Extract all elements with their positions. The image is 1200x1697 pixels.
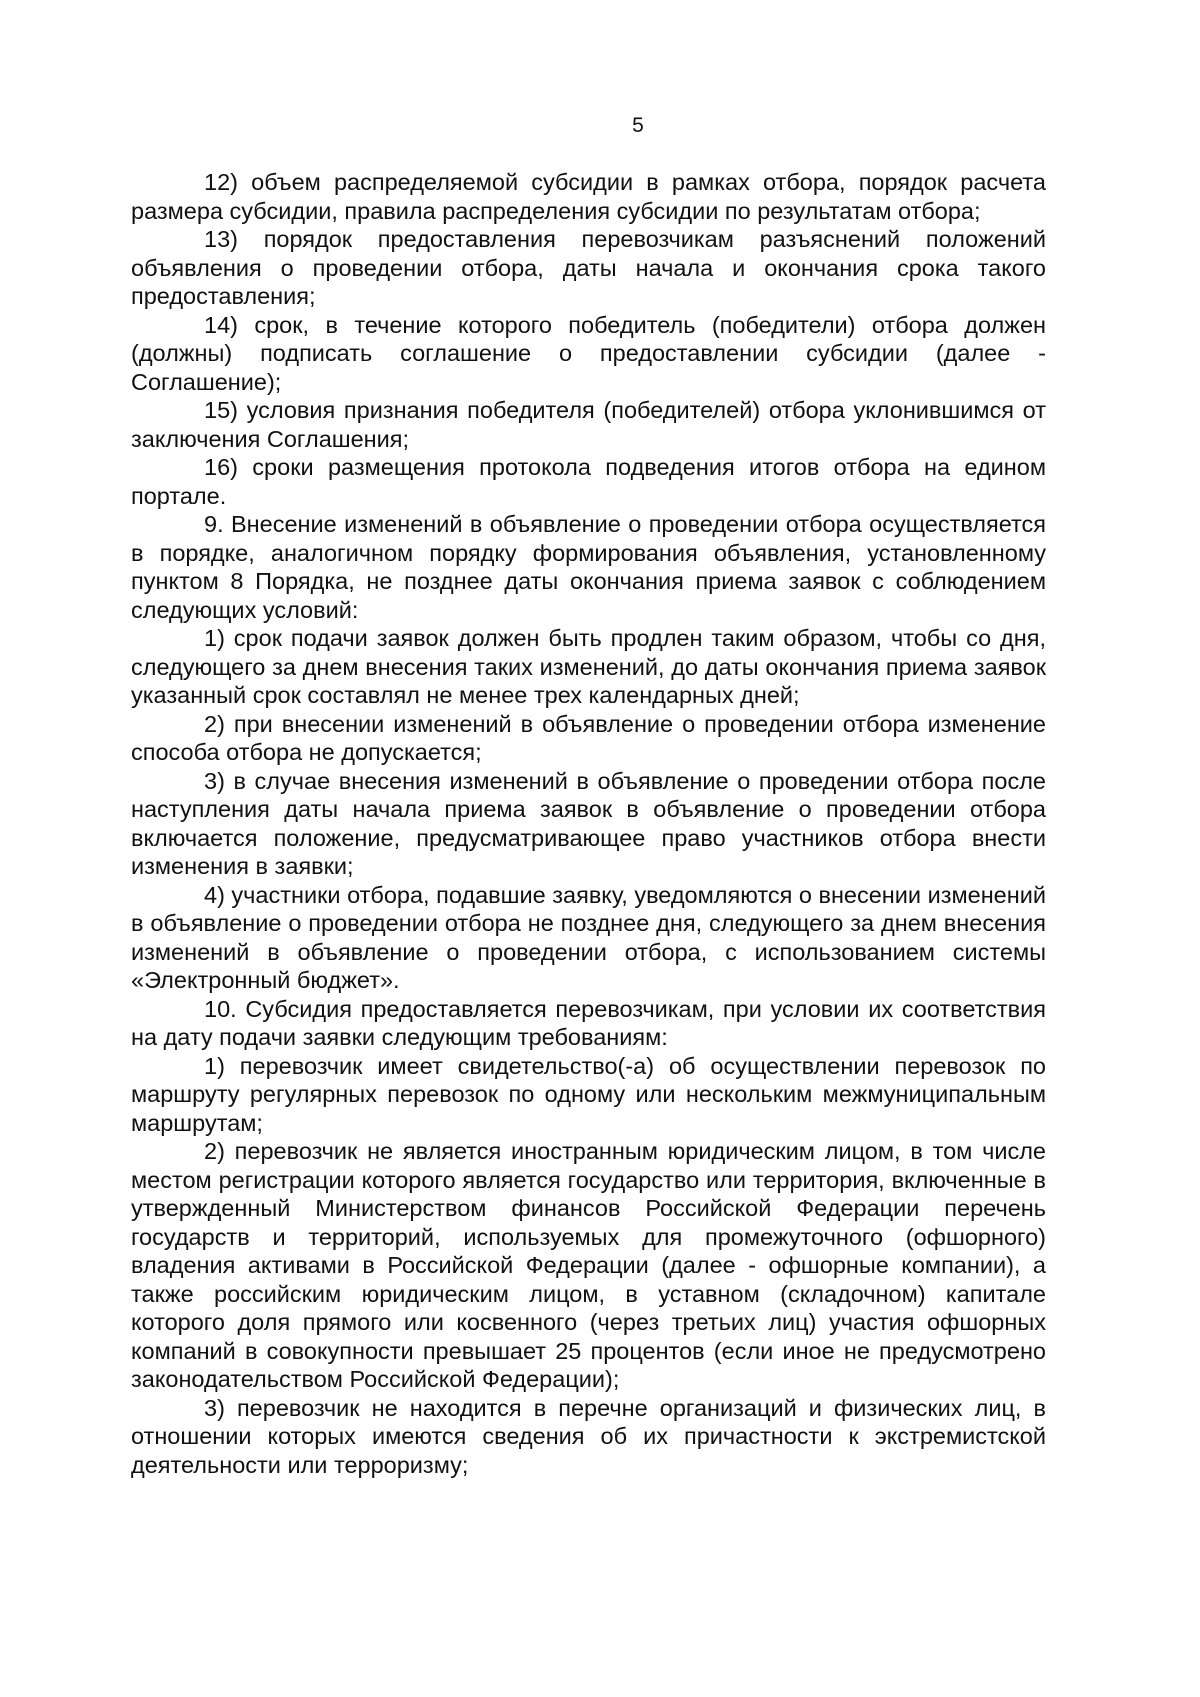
document-body (131, 168, 1046, 1479)
paragraph: 15) условия признания победителя (победителей) отбора уклонившимся от заключения Соглашения; (131, 397, 1046, 452)
paragraph: 14) срок, в течение которого победитель (победители) отбора должен (должны) подписать соглашение о предоставлении субсидии (далее - Соглашение); (131, 311, 1046, 395)
paragraph: 3) перевозчик не находится в перечне организаций и физических лиц, в отношении которых имеются сведения об их причастности к экстремистской деятельности или терроризму; (131, 1394, 1046, 1478)
paragraph: 13) порядок предоставления перевозчикам разъяснений положений объявления о проведении отбора, даты начала и окончания срока такого предоставления; (131, 226, 1046, 309)
paragraph: 16) сроки размещения протокола подведения итогов отбора на едином портале. (131, 454, 1046, 509)
paragraph: 10. Субсидия предоставляется перевозчикам, при условии их соответствия на дату подачи заявки следующим требованиям: (131, 995, 1046, 1050)
paragraph: 1) перевозчик имеет свидетельство(-а) об осуществлении перевозок по маршруту регулярных перевозок по одному или нескольким межмуниципальным маршрутам; (131, 1052, 1046, 1136)
page-number: 5 (632, 114, 644, 137)
paragraph: 4) участники отбора, подавшие заявку, уведомляются о внесении изменений в объявление о проведении отбора не позднее дня, следующего за днем внесения изменений в объявление о проведении отбора, с использованием системы «Электронный бюджет». (131, 881, 1046, 993)
paragraph: 9. Внесение изменений в объявление о проведении отбора осуществляется в порядке, аналогичном порядку формирования объявления, установленному пунктом 8 Порядка, не позднее даты окончания приема заявок с соблюдением следующих условий: (131, 511, 1046, 623)
paragraph: 2) перевозчик не является иностранным юридическим лицом, в том числе местом регистрации которого является государство или территория, включенные в утвержденный Министерством финансов Российской Федерации перечень государств и территорий, используемых для промежуточного (офшорного) владения активами в Российской Федерации (далее - офшорные компании), а также российским юридическим лицом, в уставном (складочном) капитале которого доля прямого или косвенного (через третьих лиц) участия офшорных компаний в совокупности превышает 25 процентов (если иное не предусмотрено законодательством Российской Федерации); (131, 1138, 1046, 1392)
paragraph: 3) в случае внесения изменений в объявление о проведении отбора после наступления даты начала приема заявок в объявление о проведении отбора включается положение, предусматривающее право участников отбора внести изменения в заявки; (131, 767, 1046, 879)
paragraph: 1) срок подачи заявок должен быть продлен таким образом, чтобы со дня, следующего за днем внесения таких изменений, до даты окончания приема заявок указанный срок составлял не менее трех календарных дней; (131, 625, 1046, 708)
paragraph: 12) объем распределяемой субсидии в рамках отбора, порядок расчета размера субсидии, правила распределения субсидии по результатам отбора; (131, 169, 1046, 224)
paragraph: 2) при внесении изменений в объявление о проведении отбора изменение способа отбора не допускается; (131, 710, 1046, 765)
